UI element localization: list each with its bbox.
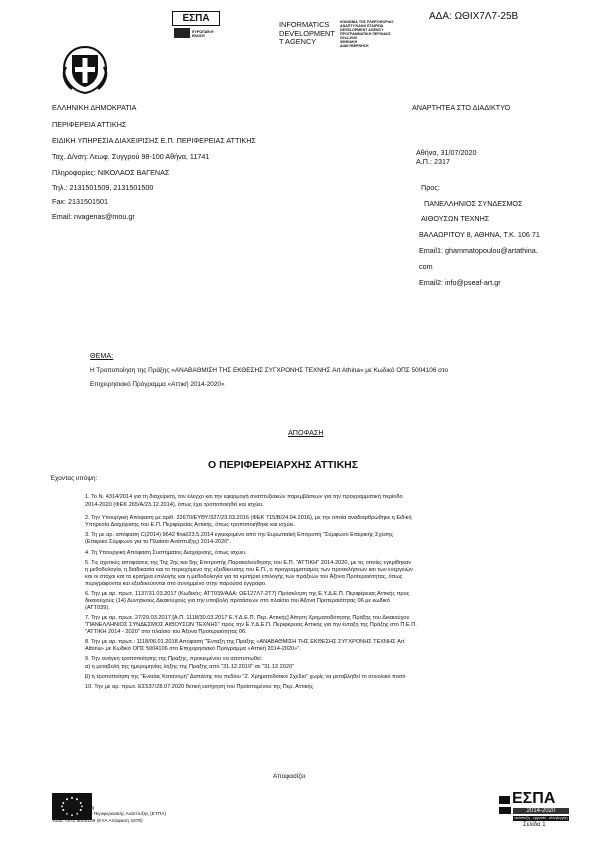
subject-line-1: Η Τροποποίηση της Πράξης «ΑΝΑΒΑΘΜΙΣΗ ΤΗΣ ΕΚΘΕΣΗΣ ΣΥΓΧΡΟΝΗΣ ΤΕΧΝΗΣ Art Athina» με Κωδικό ΟΠΣ 5004106 στο <box>90 367 449 374</box>
recipient-email-1-cont: com <box>419 262 433 271</box>
eu-caption: Ευρωπαϊκή Ένωση <box>53 806 95 811</box>
consideration-line: 4. Τη Υπουργική Απόφαση Συστήματος Διαχείρισης, όπως ισχύει. <box>85 550 247 556</box>
consideration-line: "ΠΑΝΕΛΛΗΝΙΟΣ ΣΥΝΔΕΣΜΟΣ ΑΙΘΟΥΣΩΝ ΤΕΧΝΗΣ" προς την Ε.Υ.Δ.Ε.Π. Περιφέρειας Αττικής για την ένταξη της Πράξης στο Π.Ε.Π. <box>85 622 417 628</box>
page-number: Σελίδα 1 <box>523 822 546 828</box>
consideration-line: 6. Την με αρ. πρωτ. 1137/31.03.2017 (Κωδικός: ΑΤΤ039/ΑΔΑ: ΩΕ127Λ7-2Τ7) Πρόσκληση της Ε.Υ.Δ.Ε.Π. Περιφέρειας Αττικής προς <box>85 591 410 597</box>
consideration-line: και οι στόχοι και τα κριτήρια επιλογής και η μεθοδολογία για τα κριτήρια επιλογής των πράξεων του Άξονα Προτεραιότητας, όπως <box>85 574 403 580</box>
sender-line-region: ΠΕΡΙΦΕΡΕΙΑ ΑΤΤΙΚΗΣ <box>52 120 127 129</box>
recipient-email-1: Email1: ghammatopoulou@artathina. <box>419 246 538 255</box>
consideration-line: 2014-2020 (ΦΕΚ 265/Α/23.12.2014), όπως έχει τροποποιηθεί και ισχύει. <box>85 502 264 508</box>
consideration-line: 8. Την με αρ. πρωτ.: 1118/06.01.2018 Απόφαση "Ένταξη της Πράξης «ΑΝΑΒΑΘΜΙΣΗ ΤΗΣ ΕΚΘΕΣΗΣ ΣΥΓΧΡΟΝΗΣ ΤΕΧΝΗΣ Art <box>85 639 405 645</box>
greek-coat-of-arms-icon <box>58 43 112 97</box>
consideration-line: 10. Την με αρ. πρωτ. ΕΣ537/28.07.2020 θετική εισήγηση του Προϊσταμένου της Περ. Αττικής <box>85 684 314 690</box>
decision-label: ΑΠΟΦΑΣΗ <box>288 428 324 437</box>
consideration-line: 2. Την Υπουργική Απόφαση με αριθ. 32670/ΕΥΘΥ/327/23.03.2016 (ΦΕΚ 715/Β/24.04.2016), με την οποία αναδιαρθρώθηκε η Ειδική <box>85 515 412 521</box>
greek-flag-icon <box>499 807 511 814</box>
agency-small-line: DEVELOPMENT AGENCY <box>340 28 384 32</box>
consideration-line: Athina» με Κωδικό ΟΠΣ 5004106 στο Επιχειρησιακό Πρόγραμμα «Αττική 2014-2020»". <box>85 646 301 652</box>
sender-line-info: Πληροφορίες: ΝΙΚΟΛΑΟΣ ΒΑΓΕΝΑΣ <box>52 168 170 177</box>
protocol-number: Α.Π.: 2317 <box>416 157 450 166</box>
agency-line-3: T AGENCY <box>279 37 317 46</box>
consideration-line: δικαιούχους (14) Δυνητικούς Δικαιούχους για την υποβολή προτάσεων στο πλαίσιο του Άξονα Προτεραιότητας 06 με κωδικό <box>85 598 390 604</box>
recipient-email-2: Email2: info@pseaf-art.gr <box>419 278 501 287</box>
decides-label: Αποφασίζει <box>273 773 306 780</box>
footer-line-1b: Ευρωπαϊκό Ταμείο Περιφερειακής Ανάπτυξης (ΕΤΠΑ) <box>53 812 167 817</box>
consideration-line: 5. Τις σχετικές αποφάσεις της Της 2ης και 5ης Επιτροπής Παρακολούθησης του Ε.Π. "ΑΤΤΙΚΗ" 2014-2020, με τις οποίες εγκρίθηκαν <box>85 560 411 566</box>
recipient-line-1: ΠΑΝΕΛΛΗΝΙΟΣ ΣΥΝΔΕΣΜΟΣ <box>424 199 523 208</box>
subject-line-2: Επιχειρησιακό Πρόγραμμα «Αττική 2014-2020» <box>90 381 225 388</box>
agency-block <box>279 21 335 47</box>
consideration-line: η μεθοδολογία, η διαδικασία και το περιεχόμενο της εξειδίκευσης του Ε.Π., ο προγραμματισμός των προσκλήσεων και των ενεργειών <box>85 567 413 573</box>
consideration-line: (ΑΤΤ039). <box>85 605 110 611</box>
ada-code: ΑΔΑ: ΩΘΙΧ7Λ7-25Β <box>429 11 519 22</box>
recipient-line-2: ΑΙΘΟΥΣΩΝ ΤΕΧΝΗΣ <box>421 214 490 223</box>
agency-small-line: ΨΗΦΙΑΚΗ <box>340 40 358 44</box>
consideration-line: 9. Την ανάγκη τροποποίησης της Πράξης, προκειμένου να αποτυπωθεί: <box>85 656 263 662</box>
document-date: Αθήνα, 31/07/2020 <box>416 148 477 157</box>
consideration-line: 7. Την με αρ. πρωτ. 27/29.03.2017 [Α.Π. 1118/30.03.2017 Ε.Υ.Δ.Ε.Π. Περ. Αττικής] Αίτηση Χρηματοδότησης Πράξης του Δικαιούχου <box>85 615 410 621</box>
espa-bottom-years: 2014-2020 <box>513 808 569 814</box>
agency-small-line: 2014-2020 <box>340 36 358 40</box>
agency-small-block <box>340 20 394 48</box>
consideration-line: περιγράφονται και εξειδικεύονται στο συνημμένο στην παρούσα έγγραφο. <box>85 581 267 587</box>
sender-line-state: ΕΛΛΗΝΙΚΗ ΔΗΜΟΚΡΑΤΙΑ <box>52 103 137 112</box>
sender-line-fax: Fax: 2131501501 <box>52 197 108 206</box>
eu-flag-icon <box>174 28 190 38</box>
agency-small-line: ΔΙΑΚΥΒΕΡΝΗΣΗ <box>340 44 369 48</box>
espa-bottom-text: ΕΣΠΑ <box>512 790 556 807</box>
consideration-line: "ΑΤΤΙΚΗ 2014 - 2020" στο πλαίσιο του Άξονα Προτεραιότητας 06. <box>85 629 247 635</box>
agency-line-1: INFORMATICS <box>279 20 330 29</box>
consideration-line: (Εταιρικό Σύμφωνο για το Πλαίσιο Ανάπτυξης) 2014-2020". <box>85 539 231 545</box>
consideration-line: 3. Τη με αρ. απόφαση C(2014) 9642 final/23.5.2014 εγκεκριμένο από την Ευρωπαϊκή Επιτροπή "Σύμφωνο Εταιρικής Σχέσης <box>85 532 394 538</box>
agency-small-line: ΚΟΙΝΩΝΙΑ ΤΗΣ ΠΛΗΡΟΦΟΡΙΑΣ <box>340 20 394 24</box>
consideration-line: β) η τροποποίηση της "Ενιαίας Κατανομή" Δαπάνης του πεδίου "Ζ. Χρηματοδοτικό Σχέδιο" χωρίς να μεταβληθεί το συνολικό ποσό <box>85 674 406 680</box>
subject-label: ΘΕΜΑ: <box>90 351 114 360</box>
espa-logo <box>172 9 222 43</box>
consideration-line: 1. Το Ν. 4314/2014 για τη διαχείριση, τον έλεγχο και την εφαρμογή αναπτυξιακών παρεμβάσεων για την προγραμματική περίοδο <box>85 494 403 500</box>
sender-line-phone: Τηλ.: 2131501509, 2131501500 <box>52 183 154 192</box>
espa-2014-2020-logo <box>498 790 570 826</box>
sender-line-service: ΕΙΔΙΚΗ ΥΠΗΡΕΣΙΑ ΔΙΑΧΕΙΡΙΣΗΣ Ε.Π. ΠΕΡΙΦΕΡΕΙΑΣ ΑΤΤΙΚΗΣ <box>52 136 256 145</box>
consideration-line: Υπηρεσία Διαχείρισης του Ε.Π. Περιφέρειας Αττικής, όπως τροποποιήθηκε και ισχύει. <box>85 522 295 528</box>
footer-line-2: Κωδ. ΟΠΣ 5004106 (ΚΥΑ Απόφαση 3379) <box>53 819 143 824</box>
agency-small-line: ΑΝΑΠΤΥΞΙΑΚΗ ΕΤΑΙΡΕΙΑ <box>340 24 384 28</box>
espa-logo-sub: ΕΥΡΩΠΑΪΚΗ ΕΝΩΣΗ <box>192 30 214 38</box>
publish-note: ΑΝΑΡΤΗΤΕΑ ΣΤΟ ΔΙΑΔΙΚΤΥΟ <box>412 103 511 112</box>
agency-line-2: DEVELOPMENT <box>279 28 335 38</box>
espa-bottom-sub: ανάπτυξη - εργασία - αλληλεγγύη <box>514 816 568 820</box>
agency-small-line: ΠΡΟΓΡΑΜΜΑΤΙΚΗ ΠΕΡΙΟΔΟΣ <box>340 32 391 36</box>
recipient-line-3: ΒΑΛΑΩΡΙΤΟΥ 8, ΑΘΗΝΑ, Τ.Κ. 106 71 <box>419 230 540 239</box>
authority-title: Ο ΠΕΡΙΦΕΡΕΙΑΡΧΗΣ ΑΤΤΙΚΗΣ <box>208 459 359 471</box>
sender-line-address: Ταχ. Δ/νση: Λεωφ. Συγγρού 98-100 Αθήνα, 11741 <box>52 152 210 161</box>
consideration-line: α) η μεταβολή της ημερομηνίας λήξης της Πράξης από "31.12.2019" σε "31.12.2020" <box>85 664 295 670</box>
espa-logo-text: ΕΣΠΑ <box>172 11 220 26</box>
eu-flag-small-icon <box>499 796 510 804</box>
recipient-label: Προς: <box>421 183 440 192</box>
considering-label: Έχοντας υπόψη: <box>50 475 98 482</box>
sender-line-email: Email: nvagenas@mou.gr <box>52 212 135 221</box>
